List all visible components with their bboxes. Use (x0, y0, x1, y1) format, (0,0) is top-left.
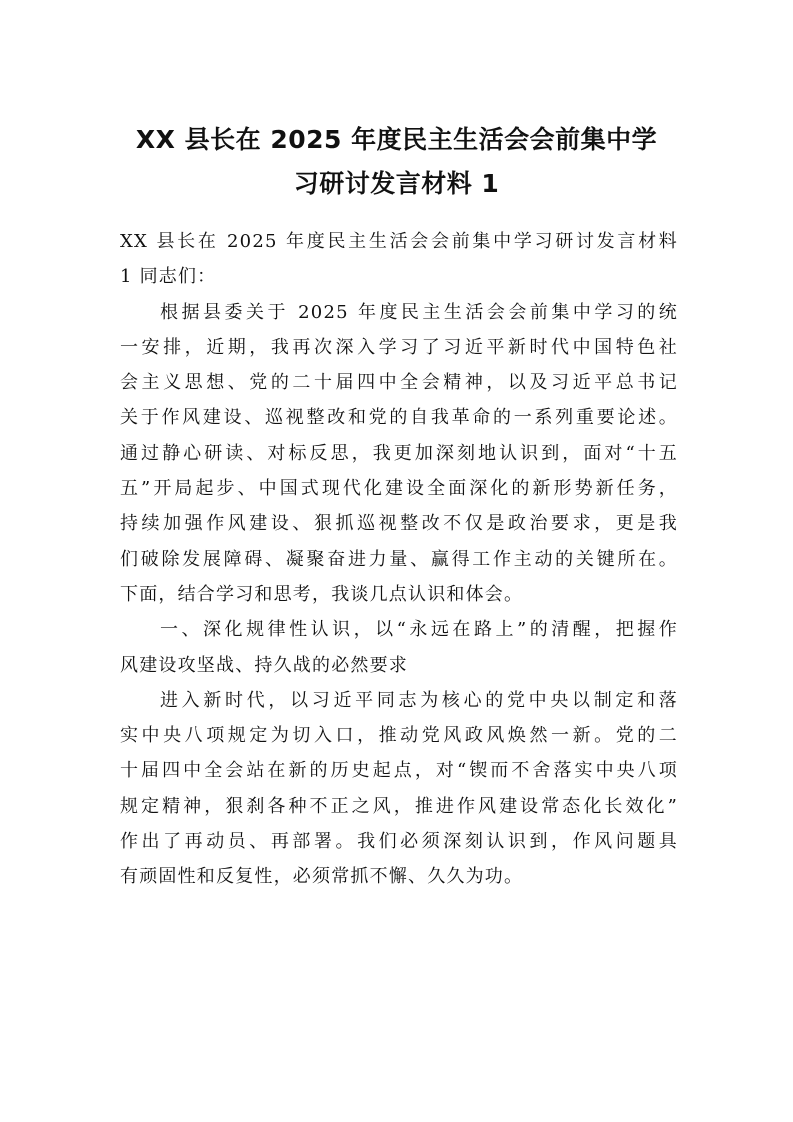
text-line: 1 同志们： (120, 266, 217, 288)
text-line: 一安排，近期，我再次深入学习了习近平新时代中国特色社 (120, 336, 678, 358)
text-line: 一、深化规律性认识，以“永远在路上”的清醒，把握作 (160, 619, 678, 641)
text-line: 们破除发展障碍、凝聚奋进力量、赢得工作主动的关键所在。 (120, 548, 678, 570)
text-line: 持续加强作风建设、狠抓巡视整改不仅是政治要求，更是我 (120, 513, 678, 535)
section-heading-one (120, 612, 678, 683)
text-line: 风建设攻坚战、持久战的必然要求 (120, 654, 408, 676)
text-line: 通过静心研读、对标反思，我更加深刻地认识到，面对“十五 (120, 442, 678, 464)
text-line: 实中央八项规定为切入口，推动党风政风焕然一新。党的二 (120, 725, 678, 747)
text-line: 根据县委关于 2025 年度民主生活会会前集中学习的统 (160, 301, 678, 323)
title-line: XX 县长在 2025 年度民主生活会会前集中学 (135, 125, 658, 154)
paragraph-opening (120, 224, 678, 295)
text-line: 有顽固性和反复性，必须常抓不懈、久久为功。 (120, 866, 524, 888)
text-line: 五”开局起步、中国式现代化建设全面深化的新形势新任务， (120, 478, 678, 500)
text-line: 作出了再动员、再部署。我们必须深刻认识到，作风问题具 (120, 831, 678, 853)
text-line: 规定精神，狠刹各种不正之风，推进作风建设常态化长效化” (120, 795, 678, 817)
text-line: 会主义思想、党的二十届四中全会精神，以及习近平总书记 (120, 372, 678, 394)
paragraph-intro (120, 295, 678, 613)
text-line: 下面，结合学习和思考，我谈几点认识和体会。 (120, 583, 524, 605)
text-line: 进入新时代，以习近平同志为核心的党中央以制定和落 (160, 689, 678, 711)
document-title (100, 118, 693, 206)
text-line: 十届四中全会站在新的历史起点，对“锲而不舍落实中央八项 (120, 760, 678, 782)
document-body (120, 224, 678, 895)
text-line: XX 县长在 2025 年度民主生活会会前集中学习研讨发言材料 (120, 231, 678, 252)
title-line: 习研讨发言材料 1 (293, 169, 500, 198)
text-line: 关于作风建设、巡视整改和党的自我革命的一系列重要论述。 (120, 407, 678, 429)
paragraph-new-era (120, 683, 678, 895)
